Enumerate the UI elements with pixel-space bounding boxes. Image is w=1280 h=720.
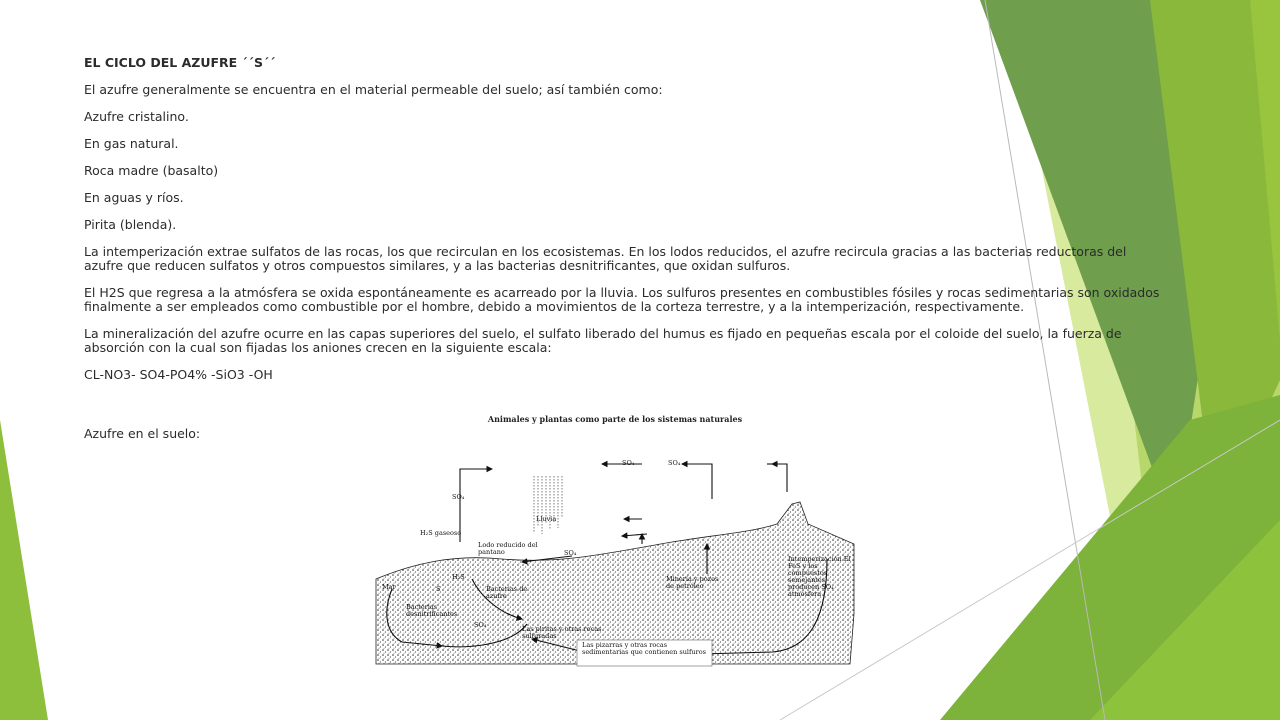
figure-title: Animales y plantas como parte de los sistemas naturales — [487, 414, 743, 424]
label-mineria: Minería y pozos de petróleo — [666, 575, 719, 590]
label-so4-lodo: SO₄ — [564, 549, 577, 557]
list-item-roca: Roca madre (basalto) — [84, 163, 219, 178]
paragraph-escala: CL-NO3- SO4-PO4% -SiO3 -OH — [84, 367, 273, 382]
rain-streaks — [534, 476, 562, 534]
soil-layer — [376, 502, 854, 664]
slide-title: EL CICLO DEL AZUFRE ´´S´´ — [84, 55, 276, 70]
label-h2s-gaseoso: H₂S gaseoso — [420, 529, 462, 537]
label-so4-bacterias: SO₄ — [474, 621, 487, 629]
label-h2s: H₂S — [452, 573, 465, 581]
paragraph-h2s: El H2S que regresa a la atmósfera se oxida espontáneamente es acarreado por la lluvia. Los sulfuros presentes en combustibles fósiles y rocas sedimentarias son oxidados finalmente a ser empleados como combustible por el hombre, debido a movimientos de la corteza terrestre, y a la intemperización, respectivamente. — [84, 285, 1160, 314]
label-lluvia: Lluvia — [536, 515, 557, 523]
paragraph-intro: El azufre generalmente se encuentra en el material permeable del suelo; así también como: — [84, 82, 663, 97]
label-so4-top-2: SO₄ — [668, 459, 681, 467]
list-item-gas: En gas natural. — [84, 136, 179, 151]
sulfur-cycle-figure — [372, 414, 858, 670]
label-bacterias-desnitrificantes: Bacterias desnitrificantes — [406, 603, 458, 618]
label-bacterias-azufre: Bacterias de azufre — [486, 585, 528, 600]
list-item-aguas: En aguas y ríos. — [84, 190, 184, 205]
label-lodo: Lodo reducido del pantano — [478, 541, 538, 556]
figure-caption: Azufre en el suelo: — [84, 426, 201, 441]
list-item-cristalino: Azufre cristalino. — [84, 109, 189, 124]
slide-body — [84, 56, 1164, 395]
label-rocas-sulfuradas: Las piritas y otras rocas sulfuradas — [522, 625, 602, 640]
list-item-pirita: Pirita (blenda). — [84, 217, 177, 232]
paragraph-intemperizacion: La intemperización extrae sulfatos de las rocas, los que recirculan en los ecosistemas. En los lodos reducidos, el azufre recircula gracias a las bacterias reductoras del azufre que reducen sulfatos y otros compuestos similares, y a las bacterias desnitrificantes, que oxidan sulfuros. — [84, 244, 1127, 273]
label-intemperizacion: Intemperización El FeS y los compuestos semejantes producen SO₄ atmósfera — [788, 555, 851, 598]
paragraph-mineralizacion: La mineralización del azufre ocurre en las capas superiores del suelo, el sulfato liberado del humus es fijado en pequeñas escala por el coloide del suelo, la fuerza de absorción con la cual son fijadas los aniones crecen en la siguiente escala: — [84, 326, 1122, 355]
sulfur-cycle-illustration — [372, 414, 858, 670]
label-s: S — [436, 585, 441, 593]
label-rocas-sedimentarias: Las pizarras y otras rocas sedimentarias que contienen sulfuros — [582, 641, 706, 656]
label-mar: Mar — [382, 583, 396, 591]
label-so4-left: SO₄ — [452, 493, 465, 501]
label-so4-top-1: SO₄ — [622, 459, 635, 467]
left-edge-green-shape — [0, 420, 48, 720]
